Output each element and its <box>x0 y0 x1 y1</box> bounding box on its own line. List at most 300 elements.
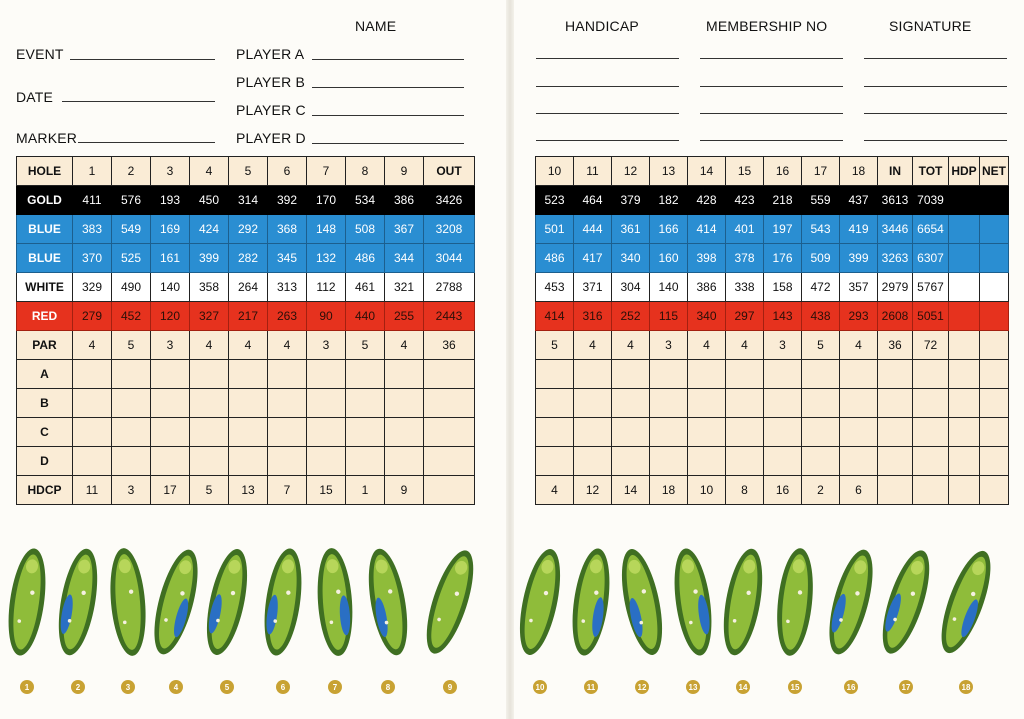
detail-field[interactable] <box>536 113 679 114</box>
value-cell: 36 <box>878 331 913 360</box>
score-cell[interactable] <box>980 418 1009 447</box>
score-cell[interactable] <box>536 418 574 447</box>
value-cell: 490 <box>112 273 151 302</box>
value-cell <box>424 476 475 505</box>
detail-field[interactable] <box>864 113 1007 114</box>
score-cell[interactable] <box>151 360 190 389</box>
hole-diagram <box>717 546 769 658</box>
score-cell[interactable] <box>73 447 112 476</box>
value-cell: 440 <box>346 302 385 331</box>
score-cell[interactable] <box>980 389 1009 418</box>
score-cell[interactable] <box>650 447 688 476</box>
score-cell[interactable] <box>73 389 112 418</box>
value-cell: 4 <box>688 331 726 360</box>
value-cell: 4 <box>726 331 764 360</box>
value-cell: 340 <box>688 302 726 331</box>
blue-row <box>536 215 1009 244</box>
value-cell: 370 <box>73 244 112 273</box>
value-cell: 3 <box>764 331 802 360</box>
score-cell[interactable] <box>612 418 650 447</box>
score-cell[interactable] <box>574 389 612 418</box>
value-cell: 217 <box>229 302 268 331</box>
value-cell: 2608 <box>878 302 913 331</box>
value-cell: 5 <box>190 476 229 505</box>
value-cell: 437 <box>840 186 878 215</box>
score-cell[interactable] <box>151 389 190 418</box>
hole-number: 6 <box>268 157 307 186</box>
value-cell: 4 <box>612 331 650 360</box>
player-b-row <box>17 389 475 418</box>
value-cell: 11 <box>73 476 112 505</box>
score-cell[interactable] <box>307 360 346 389</box>
score-cell[interactable] <box>190 389 229 418</box>
score-cell[interactable] <box>913 447 949 476</box>
player-c-field[interactable] <box>312 115 464 116</box>
marker-field[interactable] <box>78 142 215 143</box>
value-cell: 361 <box>612 215 650 244</box>
hole-number: 9 <box>385 157 424 186</box>
score-cell[interactable] <box>764 447 802 476</box>
value-cell: 10 <box>688 476 726 505</box>
score-cell[interactable] <box>913 360 949 389</box>
value-cell[interactable] <box>949 273 980 302</box>
marker-label: MARKER <box>16 130 78 146</box>
detail-field[interactable] <box>864 140 1007 141</box>
score-cell[interactable] <box>726 360 764 389</box>
hole-number: 4 <box>190 157 229 186</box>
hole-number-badge-label: 9 <box>447 683 453 692</box>
score-cell[interactable] <box>73 418 112 447</box>
name-header: NAME <box>355 18 397 34</box>
value-cell: 423 <box>726 186 764 215</box>
value-cell: 5 <box>536 331 574 360</box>
value-cell: 297 <box>726 302 764 331</box>
event-label: EVENT <box>16 46 64 62</box>
score-cell[interactable] <box>229 418 268 447</box>
score-cell[interactable] <box>726 418 764 447</box>
value-cell: 282 <box>229 244 268 273</box>
detail-field[interactable] <box>536 140 679 141</box>
hole-number: 18 <box>840 157 878 186</box>
score-cell[interactable] <box>307 418 346 447</box>
value-cell: 140 <box>151 273 190 302</box>
value-cell[interactable] <box>980 186 1009 215</box>
value-cell <box>878 476 913 505</box>
hole-number: 7 <box>307 157 346 186</box>
hole-number: 2 <box>112 157 151 186</box>
score-cell[interactable] <box>151 447 190 476</box>
value-cell: 414 <box>536 302 574 331</box>
blue-row <box>17 215 475 244</box>
score-cell[interactable] <box>726 447 764 476</box>
value-cell: 252 <box>612 302 650 331</box>
score-cell[interactable] <box>346 360 385 389</box>
value-cell: 419 <box>840 215 878 244</box>
row-label: D <box>17 447 73 476</box>
score-cell[interactable] <box>949 360 980 389</box>
value-cell: 158 <box>764 273 802 302</box>
score-cell[interactable] <box>949 389 980 418</box>
score-cell[interactable] <box>385 447 424 476</box>
score-cell[interactable] <box>112 389 151 418</box>
score-cell[interactable] <box>840 418 878 447</box>
row-label: WHITE <box>17 273 73 302</box>
blue-row <box>17 244 475 273</box>
score-cell[interactable] <box>764 418 802 447</box>
value-cell: 14 <box>612 476 650 505</box>
hole-number: 8 <box>346 157 385 186</box>
score-cell[interactable] <box>346 418 385 447</box>
score-cell[interactable] <box>802 418 840 447</box>
score-cell[interactable] <box>878 389 913 418</box>
detail-field[interactable] <box>700 58 843 59</box>
score-cell[interactable] <box>688 360 726 389</box>
value-cell: 2788 <box>424 273 475 302</box>
hole-number-badge-label: 16 <box>846 683 856 692</box>
score-cell[interactable] <box>574 360 612 389</box>
hole-number: 3 <box>151 157 190 186</box>
value-cell: 464 <box>574 186 612 215</box>
hole-number-badge-label: 15 <box>790 683 800 692</box>
value-cell: 304 <box>612 273 650 302</box>
value-cell[interactable] <box>980 244 1009 273</box>
hole-diagram <box>52 546 104 658</box>
value-cell: 6 <box>840 476 878 505</box>
player-b-row <box>536 389 1009 418</box>
score-cell[interactable] <box>307 447 346 476</box>
value-cell: 411 <box>73 186 112 215</box>
score-cell[interactable] <box>190 418 229 447</box>
value-cell: 72 <box>913 331 949 360</box>
value-cell: 4 <box>385 331 424 360</box>
score-cell[interactable] <box>840 447 878 476</box>
hole-number-badge-label: 11 <box>586 683 596 692</box>
hole-number: 10 <box>536 157 574 186</box>
value-cell: 3044 <box>424 244 475 273</box>
value-cell: 112 <box>307 273 346 302</box>
score-cell[interactable] <box>385 389 424 418</box>
score-cell[interactable] <box>112 447 151 476</box>
value-cell: 3 <box>650 331 688 360</box>
row-label: BLUE <box>17 215 73 244</box>
row-label: C <box>17 418 73 447</box>
value-cell: 148 <box>307 215 346 244</box>
score-cell[interactable] <box>688 418 726 447</box>
player-d-field[interactable] <box>312 143 464 144</box>
membership-header: MEMBERSHIP NO <box>706 18 828 34</box>
hole-number: 1 <box>73 157 112 186</box>
value-cell: 438 <box>802 302 840 331</box>
date-label: DATE <box>16 89 54 105</box>
score-cell[interactable] <box>764 360 802 389</box>
hole-row <box>17 157 475 186</box>
score-cell[interactable] <box>878 447 913 476</box>
value-cell: 3 <box>307 331 346 360</box>
hole-label: HOLE <box>17 157 73 186</box>
value-cell: 3263 <box>878 244 913 273</box>
detail-field[interactable] <box>700 113 843 114</box>
value-cell: 379 <box>612 186 650 215</box>
player-a-label: PLAYER A <box>236 46 305 62</box>
tot-header: TOT <box>913 157 949 186</box>
blue-row <box>536 244 1009 273</box>
score-cell[interactable] <box>688 389 726 418</box>
detail-field[interactable] <box>864 58 1007 59</box>
hole-number: 13 <box>650 157 688 186</box>
detail-field[interactable] <box>536 58 679 59</box>
value-cell: 316 <box>574 302 612 331</box>
player-b-label: PLAYER B <box>236 74 306 90</box>
value-cell: 399 <box>190 244 229 273</box>
score-cell[interactable] <box>913 389 949 418</box>
score-cell[interactable] <box>268 447 307 476</box>
detail-field[interactable] <box>864 86 1007 87</box>
value-cell: 160 <box>650 244 688 273</box>
player-d-row <box>17 447 475 476</box>
score-cell[interactable] <box>612 360 650 389</box>
value-cell: 501 <box>536 215 574 244</box>
score-cell[interactable] <box>73 360 112 389</box>
value-cell[interactable] <box>949 331 980 360</box>
score-cell[interactable] <box>536 360 574 389</box>
value-cell: 90 <box>307 302 346 331</box>
value-cell: 4 <box>268 331 307 360</box>
row-label: HDCP <box>17 476 73 505</box>
score-cell[interactable] <box>949 418 980 447</box>
score-cell[interactable] <box>112 418 151 447</box>
player-c-row <box>536 418 1009 447</box>
value-cell: 401 <box>726 215 764 244</box>
value-cell: 143 <box>764 302 802 331</box>
hole-diagram <box>821 545 882 658</box>
row-label: B <box>17 389 73 418</box>
hole-number: 5 <box>229 157 268 186</box>
value-cell: 3613 <box>878 186 913 215</box>
hole-number-badge-label: 10 <box>535 683 545 692</box>
value-cell[interactable] <box>980 476 1009 505</box>
par-row <box>17 331 475 360</box>
value-cell: 6307 <box>913 244 949 273</box>
value-cell: 472 <box>802 273 840 302</box>
score-cell[interactable] <box>802 389 840 418</box>
value-cell: 5051 <box>913 302 949 331</box>
value-cell[interactable] <box>949 476 980 505</box>
value-cell[interactable] <box>949 244 980 273</box>
date-field[interactable] <box>62 101 215 102</box>
score-cell[interactable] <box>536 389 574 418</box>
hole-number: 16 <box>764 157 802 186</box>
value-cell: 115 <box>650 302 688 331</box>
value-cell: 358 <box>190 273 229 302</box>
value-cell[interactable] <box>949 215 980 244</box>
value-cell: 340 <box>612 244 650 273</box>
score-cell[interactable] <box>688 447 726 476</box>
value-cell: 534 <box>346 186 385 215</box>
player-a-row <box>536 360 1009 389</box>
score-cell[interactable] <box>840 360 878 389</box>
value-cell: 7 <box>268 476 307 505</box>
score-cell[interactable] <box>650 360 688 389</box>
hole-number-badge-label: 5 <box>224 683 230 692</box>
score-cell[interactable] <box>980 360 1009 389</box>
hdp-header: HDP <box>949 157 980 186</box>
score-cell[interactable] <box>229 360 268 389</box>
score-cell[interactable] <box>112 360 151 389</box>
back-nine-table <box>535 156 1009 505</box>
score-cell[interactable] <box>424 418 475 447</box>
gold-row <box>17 186 475 215</box>
hole-number: 15 <box>726 157 764 186</box>
value-cell: 9 <box>385 476 424 505</box>
value-cell: 399 <box>840 244 878 273</box>
out-header: OUT <box>424 157 475 186</box>
detail-field[interactable] <box>700 140 843 141</box>
value-cell: 4 <box>229 331 268 360</box>
handicap-header: HANDICAP <box>565 18 639 34</box>
value-cell: 559 <box>802 186 840 215</box>
score-cell[interactable] <box>574 447 612 476</box>
score-cell[interactable] <box>612 447 650 476</box>
value-cell: 444 <box>574 215 612 244</box>
player-a-row <box>17 360 475 389</box>
value-cell: 509 <box>802 244 840 273</box>
score-cell[interactable] <box>536 447 574 476</box>
score-cell[interactable] <box>268 418 307 447</box>
score-cell[interactable] <box>268 360 307 389</box>
value-cell: 176 <box>764 244 802 273</box>
score-cell[interactable] <box>307 389 346 418</box>
value-cell: 17 <box>151 476 190 505</box>
value-cell: 398 <box>688 244 726 273</box>
value-cell: 525 <box>112 244 151 273</box>
hole-diagram <box>3 546 52 658</box>
value-cell: 314 <box>229 186 268 215</box>
score-cell[interactable] <box>151 418 190 447</box>
score-cell[interactable] <box>346 389 385 418</box>
value-cell[interactable] <box>949 186 980 215</box>
value-cell[interactable] <box>980 215 1009 244</box>
value-cell: 279 <box>73 302 112 331</box>
score-cell[interactable] <box>878 360 913 389</box>
front-nine-table <box>16 156 475 505</box>
score-cell[interactable] <box>346 447 385 476</box>
score-cell[interactable] <box>913 418 949 447</box>
value-cell: 161 <box>151 244 190 273</box>
value-cell: 36 <box>424 331 475 360</box>
value-cell: 120 <box>151 302 190 331</box>
score-cell[interactable] <box>385 360 424 389</box>
hole-number-badge-label: 12 <box>637 683 647 692</box>
value-cell[interactable] <box>980 331 1009 360</box>
net-header: NET <box>980 157 1009 186</box>
hole-number-badge-label: 6 <box>280 683 286 692</box>
value-cell: 264 <box>229 273 268 302</box>
hole-number-badge-label: 17 <box>901 683 911 692</box>
hole-diagram <box>772 547 817 658</box>
value-cell: 313 <box>268 273 307 302</box>
score-cell[interactable] <box>840 389 878 418</box>
score-cell[interactable] <box>650 389 688 418</box>
value-cell: 367 <box>385 215 424 244</box>
score-cell[interactable] <box>424 360 475 389</box>
value-cell: 4 <box>840 331 878 360</box>
value-cell: 2 <box>802 476 840 505</box>
player-b-field[interactable] <box>312 87 464 88</box>
value-cell: 8 <box>726 476 764 505</box>
back-nine-hole-diagrams <box>514 540 1024 719</box>
score-cell[interactable] <box>764 389 802 418</box>
value-cell: 197 <box>764 215 802 244</box>
player-a-field[interactable] <box>312 59 464 60</box>
player-c-label: PLAYER C <box>236 102 306 118</box>
score-cell[interactable] <box>802 447 840 476</box>
score-cell[interactable] <box>229 389 268 418</box>
red-row <box>536 302 1009 331</box>
detail-field[interactable] <box>536 86 679 87</box>
score-cell[interactable] <box>385 418 424 447</box>
score-cell[interactable] <box>980 447 1009 476</box>
score-cell[interactable] <box>949 447 980 476</box>
score-cell[interactable] <box>424 447 475 476</box>
value-cell: 392 <box>268 186 307 215</box>
score-cell[interactable] <box>190 360 229 389</box>
par-row <box>536 331 1009 360</box>
score-cell[interactable] <box>802 360 840 389</box>
score-cell[interactable] <box>726 389 764 418</box>
player-d-row <box>536 447 1009 476</box>
value-cell: 1 <box>346 476 385 505</box>
score-cell[interactable] <box>612 389 650 418</box>
value-cell: 329 <box>73 273 112 302</box>
row-label: RED <box>17 302 73 331</box>
score-cell[interactable] <box>574 418 612 447</box>
white-row <box>536 273 1009 302</box>
score-cell[interactable] <box>190 447 229 476</box>
hole-number: 11 <box>574 157 612 186</box>
score-cell[interactable] <box>268 389 307 418</box>
event-field[interactable] <box>70 59 215 60</box>
hole-diagram <box>417 545 483 658</box>
value-cell[interactable] <box>949 302 980 331</box>
hole-number-badge-label: 13 <box>688 683 698 692</box>
value-cell: 450 <box>190 186 229 215</box>
row-label: BLUE <box>17 244 73 273</box>
hole-diagram <box>514 546 568 659</box>
hole-number-badge-label: 1 <box>24 683 30 692</box>
value-cell: 4 <box>536 476 574 505</box>
score-cell[interactable] <box>650 418 688 447</box>
value-cell: 166 <box>650 215 688 244</box>
page-fold <box>506 0 514 719</box>
value-cell: 5 <box>346 331 385 360</box>
hole-number: 17 <box>802 157 840 186</box>
hole-diagram <box>669 546 718 658</box>
value-cell: 345 <box>268 244 307 273</box>
value-cell[interactable] <box>980 302 1009 331</box>
score-cell[interactable] <box>229 447 268 476</box>
value-cell: 255 <box>385 302 424 331</box>
value-cell: 321 <box>385 273 424 302</box>
value-cell: 338 <box>726 273 764 302</box>
value-cell[interactable] <box>980 273 1009 302</box>
detail-field[interactable] <box>700 86 843 87</box>
score-cell[interactable] <box>424 389 475 418</box>
hole-diagram <box>614 546 670 659</box>
score-cell[interactable] <box>878 418 913 447</box>
hole-number: 14 <box>688 157 726 186</box>
value-cell: 452 <box>112 302 151 331</box>
value-cell: 371 <box>574 273 612 302</box>
